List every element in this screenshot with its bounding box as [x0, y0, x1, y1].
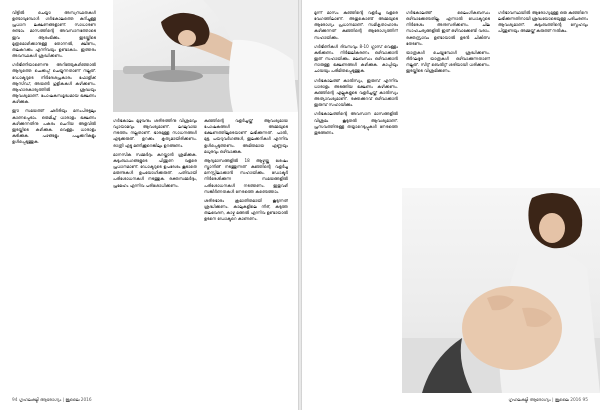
- paragraph: ഗർഭകാലം മുഴുവനും ശരീരത്തിനു വിശ്രമവും വ്യായാമവും ആവശ്യമാണ്. ലഘുവായ നടത്തം നല്ലതാണ്. ഭാരമുള്ള സാധനങ്ങൾ എടുക്കരുത്. ഉറക്കം കൃത്യമായിരിക്കണം. രാത്രി എട്ടു മണിക്കൂറെങ്കിലും ഉറങ്ങണം.: [113, 118, 197, 148]
- woman-sink-illustration: [113, 0, 298, 112]
- paragraph: ഗർഭകാലത്ത് ലൈംഗികബന്ധം ഒഴിവാക്കേണ്ടതില്ല. എന്നാൽ ഡോക്ടറുടെ നിർദേശം അനുസരിക്കണം. ചില സാഹചര്യങ്ങളിൽ ഇത് ഒഴിവാക്കേണ്ടി വരാം. രക്തസ്രാവം ഉണ്ടായാൽ ഉടൻ ചികിത്സ തേടണം.: [406, 10, 490, 46]
- page-number: 95: [582, 398, 588, 403]
- left-page: [0, 0, 298, 410]
- paragraph: ഗർഭകാലത്തിന്റെ അവസാന മാസങ്ങളിൽ വിശ്രമം കൂടുതൽ ആവശ്യമാണ്. പ്രസവത്തിനുള്ള തയ്യാറെടുപ്പുകൾ നേരത്തെ തുടങ്ങണം.: [314, 111, 398, 135]
- paragraph: ഗർഭിണിയാണെന്നു അറിഞ്ഞുകഴിഞ്ഞാൽ ആദ്യത്തെ ചെക്കപ്പ് ചെയ്യുന്നതാണ് നല്ലത്. ഡോക്ടറുടെ നിർദേശപ്രകാരം ഫോളിക് ആസിഡ്, അയൺ ഗുളികകൾ കഴിക്കണം. ആഹാരകാര്യത്തിൽ ശ്രദ്ധയും ആവശ്യമാണ്. പോഷകസമൃദ്ധമായ ഭക്ഷണം കഴിക്കുക.: [12, 62, 96, 105]
- magazine-footer-text: ഗൃഹലക്ഷ്മി ആരോഗ്യം | ജൂലൈ 2016: [18, 398, 92, 403]
- left-text-column-3: [204, 118, 288, 394]
- paragraph: ഗർഭാവസ്ഥയിൽ ആരോഗ്യമുള്ള ഒരു കുഞ്ഞിനെ ലഭിക്കുന്നതിനായി ശ്രദ്ധയോടെയുള്ള പരിചരണം ആവശ്യമാണ്. കുടുംബത്തിന്റെ സ്നേഹവും പിന്തുണയും അമ്മയ്ക്ക് കരുത്ത് നൽകും.: [498, 10, 588, 34]
- photo-nauseous-woman: [113, 0, 298, 112]
- pregnant-woman-illustration: [402, 188, 600, 393]
- right-text-column-1: [314, 10, 398, 394]
- page-number: 94: [12, 398, 18, 403]
- left-text-column-1: [12, 10, 96, 394]
- paragraph: യാത്രകൾ ചെയ്യുമ്പോൾ ശ്രദ്ധിക്കണം. ദീർഘദൂര യാത്രകൾ ഒഴിവാക്കുന്നതാണ് നല്ലത്. സീറ്റ് ബെൽറ്റ് ശരിയായി ധരിക്കണം. ഇടയ്ക്കിടെ വിശ്രമിക്കണം.: [406, 49, 490, 74]
- paragraph: ശരീരഭാരം ക്രമാതീതമായി കൂടുന്നത് ശ്രദ്ധിക്കണം. കാലുകളിലെ നീര്, കടുത്ത തലവേദന, കാഴ്ച മങ്ങൽ എന്നിവ ഉണ്ടായാൽ ഉടനെ ഡോക്ടറെ കാണണം.: [204, 197, 288, 222]
- right-text-column-2: [406, 10, 490, 188]
- paragraph: ഗർഭിണികൾ ദിവസവും 8-10 ഗ്ലാസ് വെള്ളം കുടിക്കണം. നിർജലീകരണം ഒഴിവാക്കാൻ ഇത് സഹായിക്കും. മലബന്ധം ഒഴിവാക്കാൻ നാരുള്ള ഭക്ഷണങ്ങൾ കഴിക്കുക. കാപ്പിയും ചായയും പരിമിതപ്പെടുത്തുക.: [314, 43, 398, 74]
- paragraph: കുഞ്ഞിന്റെ വളർച്ചയ്ക്ക് ആവശ്യമായ പോഷകങ്ങൾ അമ്മയുടെ ഭക്ഷണത്തിലൂടെയാണ് ലഭിക്കുന്നത്. പാൽ, മുട്ട, പയറുവർഗങ്ങൾ, ഇലക്കറികൾ എന്നിവ ഉൾപ്പെടുത്തണം. അമിതമായ എണ്ണയും മധുരവും ഒഴിവാക്കുക.: [204, 118, 288, 154]
- paragraph: മൂന്ന് മാസം കുഞ്ഞിന്റെ വളർച്ച വളരെ വേഗത്തിലാണ്. അതുകൊണ്ട് അമ്മയുടെ ആരോഗ്യം പ്രധാനമാണ്. സമീകൃതാഹാരം കഴിക്കുന്നത് കുഞ്ഞിന്റെ ആരോഗ്യത്തിന് സഹായിക്കും.: [314, 10, 398, 40]
- paragraph: മാനസിക സമ്മർദ്ദം കുറയ്ക്കാൻ ശ്രമിക്കുക. കുടുംബാംഗങ്ങളുടെ പിന്തുണ വളരെ പ്രധാനമാണ്. ഡോക്ടറുടെ ഉപദേശം കൂടാതെ മരുന്നുകൾ ഉപയോഗിക്കരുത്. പതിവായി പരിശോധനകൾ നടത്തുക. രക്തസമ്മർദ്ദം, പ്രമേഹം എന്നിവ പരിശോധിക്കണം.: [113, 151, 197, 188]
- right-page-footer: [508, 398, 588, 403]
- left-text-column-2: [113, 118, 197, 394]
- paragraph: ഗർഭകാലത്ത് കാൽസ്യം, ഇരുമ്പ് എന്നിവ ധാരാളം അടങ്ങിയ ഭക്ഷണം കഴിക്കണം. കുഞ്ഞിന്റെ എല്ലുകളുടെ വളർച്ചയ്ക്ക് കാൽസ്യം അത്യാവശ്യമാണ്. രക്തക്കുറവ് ഒഴിവാക്കാൻ ഇരുമ്പ് സഹായിക്കും.: [314, 77, 398, 108]
- right-page: [302, 0, 600, 410]
- photo-pregnant-woman: [402, 188, 600, 393]
- paragraph: ഈ സമയത്ത് ഛർദിയും മനംപിരട്ടലും കാണപ്പെടാം. ഒരുമിച്ച് ധാരാളം ഭക്ഷണം കഴിക്കുന്നതിനു പകരം ചെറിയ അളവിൽ ഇടയ്ക്കിടെ കഴിക്കുക. വെള്ളം ധാരാളം കുടിക്കുക. പഴങ്ങളും പച്ചക്കറികളും ഉൾപ്പെടുത്തുക.: [12, 108, 96, 145]
- left-page-footer: [12, 398, 92, 403]
- magazine-footer-text: ഗൃഹലക്ഷ്മി ആരോഗ്യം | ജൂലൈ 2016: [508, 398, 582, 403]
- paragraph: വീട്ടിൽ ചെയ്യാ അസ്വസ്ഥതകൾ ഉണ്ടാവുമ്പോൾ ഗർഭകാലത്തെ കുറിച്ചുള്ള പ്രധാന ലക്ഷണങ്ങളാണ്. സാധാരണ രണ്ടാം മാസത്തിന്റെ അവസാനത്തോടെ ഇവ ആരംഭിക്കും. ഇടയ്ക്കിടെ മൂത്രമൊഴിക്കാനുള്ള തോന്നൽ, ക്ഷീണം, തലകറക്കം എന്നിവയും ഉണ്ടാകാം. ഇത്തരം അവസ്ഥകൾ ശ്രദ്ധിക്കണം.: [12, 10, 96, 59]
- right-text-column-3: [498, 10, 588, 178]
- paragraph: ആദ്യമാസങ്ങളിൽ 18 ആഴ്ചയ്ക്കു ശേഷം സ്കാനിങ് നടത്തുന്നത് കുഞ്ഞിന്റെ വളർച്ച മനസ്സിലാക്കാൻ സഹായിക്കും. ഡോക്ടർ നിർദേശിക്കുന്ന സമയങ്ങളിൽ പരിശോധനകൾ നടത്തണം. ഇതുവഴി സങ്കീർണതകൾ നേരത്തെ കണ്ടെത്താം.: [204, 157, 288, 194]
